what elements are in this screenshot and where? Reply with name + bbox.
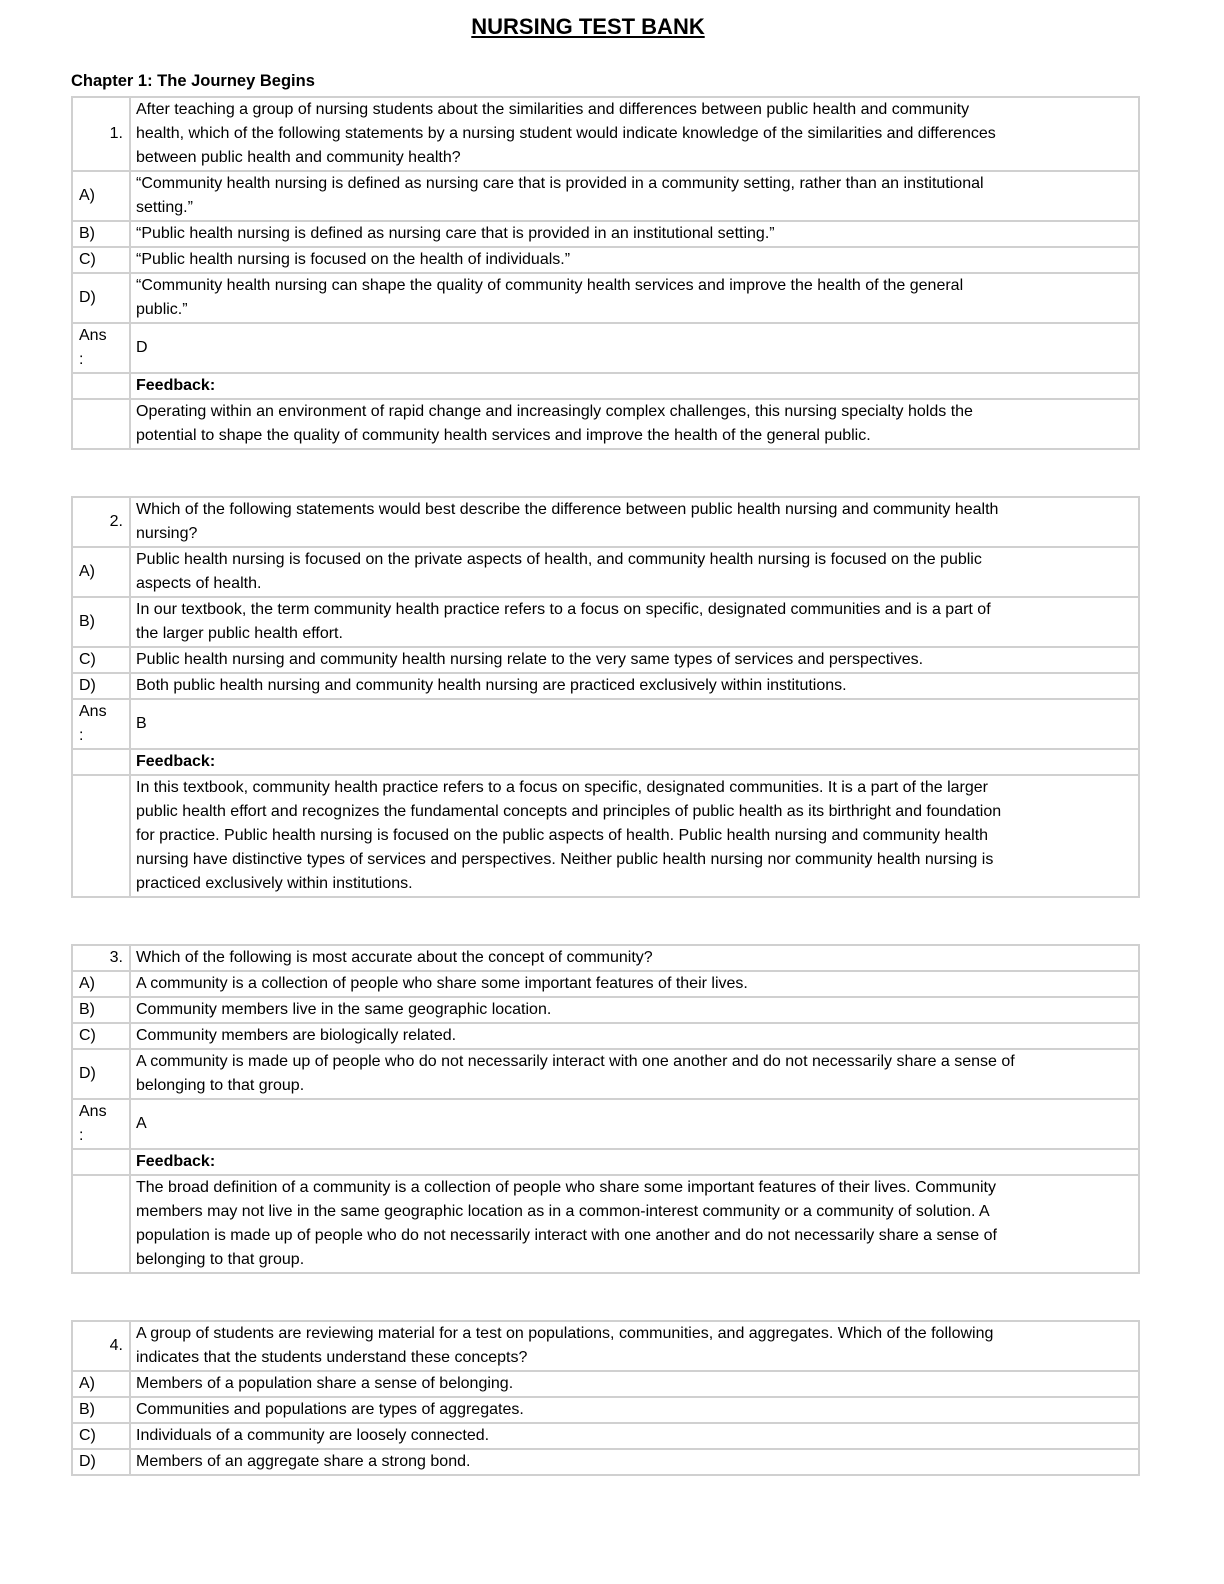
answer-value: A: [130, 1099, 1139, 1149]
answer-label: [72, 323, 130, 373]
text-line: aspects of health.: [136, 575, 262, 592]
option-label: D): [72, 1449, 130, 1475]
option-row: [72, 247, 1139, 273]
empty-cell: [72, 399, 130, 449]
answer-row: [72, 699, 1139, 749]
text-line: setting.”: [136, 199, 193, 216]
feedback-row: [72, 775, 1139, 897]
option-text: [130, 647, 1139, 673]
text-line: Communities and populations are types of aggregates.: [136, 1401, 524, 1418]
question-table: [71, 96, 1140, 450]
option-text: [130, 673, 1139, 699]
option-label: A): [72, 1371, 130, 1397]
text-line: Community members are biologically related.: [136, 1027, 457, 1044]
question-stem: [130, 945, 1139, 971]
option-row: [72, 273, 1139, 323]
text-line: Which of the following is most accurate about the concept of community?: [136, 949, 653, 966]
text-line: Individuals of a community are loosely connected.: [136, 1427, 490, 1444]
option-row: [72, 221, 1139, 247]
text-line: population is made up of people who do not necessarily interact with one another and do not necessarily share a sense of: [136, 1227, 997, 1244]
option-label: B): [72, 597, 130, 647]
text-line: A group of students are reviewing material for a test on populations, communities, and aggregates. Which of the following: [136, 1325, 994, 1342]
feedback-label-row: [72, 1149, 1139, 1175]
option-text: [130, 171, 1139, 221]
feedback-label-row: [72, 749, 1139, 775]
text-line: Members of an aggregate share a strong bond.: [136, 1453, 471, 1470]
question-row: [72, 97, 1139, 171]
text-line: Community members live in the same geographic location.: [136, 1001, 552, 1018]
option-row: [72, 1397, 1139, 1423]
text-line: “Public health nursing is focused on the health of individuals.”: [136, 251, 571, 268]
empty-cell: [72, 775, 130, 897]
option-label: C): [72, 647, 130, 673]
option-label: A): [72, 171, 130, 221]
question-table: [71, 496, 1140, 898]
answer-label: [72, 699, 130, 749]
empty-cell: [72, 373, 130, 399]
text-line: nursing?: [136, 525, 198, 542]
question-number: 1.: [72, 97, 130, 171]
empty-cell: [72, 749, 130, 775]
feedback-text: [130, 1175, 1139, 1273]
text-line: “Public health nursing is defined as nursing care that is provided in an institutional setting.”: [136, 225, 775, 242]
feedback-text: [130, 775, 1139, 897]
text-line: “Community health nursing is defined as nursing care that is provided in a community setting, rather than an institutional: [136, 175, 984, 192]
option-label: D): [72, 673, 130, 699]
text-line: between public health and community health?: [136, 149, 461, 166]
text-line: :: [79, 351, 84, 368]
feedback-row: [72, 1175, 1139, 1273]
question-table: [71, 1320, 1140, 1476]
option-label: D): [72, 1049, 130, 1099]
feedback-row: [72, 399, 1139, 449]
option-row: [72, 647, 1139, 673]
text-line: Which of the following statements would best describe the difference between public health nursing and community health: [136, 501, 999, 518]
text-line: indicates that the students understand these concepts?: [136, 1349, 528, 1366]
option-text: [130, 1049, 1139, 1099]
question-stem: [130, 97, 1139, 171]
option-text: [130, 273, 1139, 323]
text-line: The broad definition of a community is a collection of people who share some important features of their lives. Community: [136, 1179, 996, 1196]
option-row: [72, 597, 1139, 647]
text-line: the larger public health effort.: [136, 625, 343, 642]
option-text: [130, 1449, 1139, 1475]
option-text: [130, 221, 1139, 247]
option-text: [130, 247, 1139, 273]
option-text: [130, 997, 1139, 1023]
option-row: [72, 171, 1139, 221]
text-line: public.”: [136, 301, 188, 318]
text-line: Ans: [79, 327, 107, 344]
question-number: 3.: [72, 945, 130, 971]
option-text: [130, 971, 1139, 997]
text-line: In this textbook, community health practice refers to a focus on specific, designated communities. It is a part of the larger: [136, 779, 988, 796]
feedback-label: Feedback:: [130, 1149, 1139, 1175]
text-line: “Community health nursing can shape the quality of community health services and improve the health of the general: [136, 277, 964, 294]
question-table: [71, 944, 1140, 1274]
option-row: [72, 547, 1139, 597]
option-text: [130, 547, 1139, 597]
option-row: [72, 1449, 1139, 1475]
answer-row: [72, 323, 1139, 373]
text-line: members may not live in the same geographic location as in a common-interest community or a community of solution. A: [136, 1203, 990, 1220]
answer-label: [72, 1099, 130, 1149]
text-line: Public health nursing is focused on the private aspects of health, and community health nursing is focused on the public: [136, 551, 982, 568]
text-line: :: [79, 727, 84, 744]
question-number: 2.: [72, 497, 130, 547]
option-row: [72, 1023, 1139, 1049]
answer-value: D: [130, 323, 1139, 373]
question-row: [72, 945, 1139, 971]
text-line: Both public health nursing and community health nursing are practiced exclusively within institutions.: [136, 677, 847, 694]
question-stem: [130, 1321, 1139, 1371]
text-line: practiced exclusively within institutions.: [136, 875, 413, 892]
chapter-heading: Chapter 1: The Journey Begins: [71, 72, 315, 90]
text-line: potential to shape the quality of community health services and improve the health of the general public.: [136, 427, 871, 444]
empty-cell: [72, 1149, 130, 1175]
option-label: A): [72, 971, 130, 997]
option-text: [130, 1423, 1139, 1449]
option-label: C): [72, 1423, 130, 1449]
option-text: [130, 597, 1139, 647]
option-row: [72, 1423, 1139, 1449]
option-row: [72, 1371, 1139, 1397]
text-line: Ans: [79, 703, 107, 720]
option-label: C): [72, 1023, 130, 1049]
text-line: After teaching a group of nursing students about the similarities and differences between public health and community: [136, 101, 970, 118]
text-line: Ans: [79, 1103, 107, 1120]
question-row: [72, 497, 1139, 547]
question-row: [72, 1321, 1139, 1371]
text-line: :: [79, 1127, 84, 1144]
text-line: for practice. Public health nursing is focused on the public aspects of health. Public health nursing and community health: [136, 827, 989, 844]
option-label: B): [72, 221, 130, 247]
text-line: A community is made up of people who do not necessarily interact with one another and do not necessarily share a sense of: [136, 1053, 1015, 1070]
text-line: nursing have distinctive types of services and perspectives. Neither public health nursing nor community health nursing is: [136, 851, 994, 868]
answer-value: B: [130, 699, 1139, 749]
option-text: [130, 1397, 1139, 1423]
text-line: belonging to that group.: [136, 1077, 305, 1094]
answer-row: [72, 1099, 1139, 1149]
empty-cell: [72, 1175, 130, 1273]
text-line: belonging to that group.: [136, 1251, 305, 1268]
text-line: Members of a population share a sense of belonging.: [136, 1375, 514, 1392]
option-text: [130, 1023, 1139, 1049]
option-row: [72, 997, 1139, 1023]
option-label: A): [72, 547, 130, 597]
text-line: Operating within an environment of rapid change and increasingly complex challenges, this nursing specialty holds the: [136, 403, 973, 420]
option-label: B): [72, 1397, 130, 1423]
option-label: D): [72, 273, 130, 323]
feedback-text: [130, 399, 1139, 449]
text-line: public health effort and recognizes the fundamental concepts and principles of public health as its birthright and foundation: [136, 803, 1002, 820]
text-line: Public health nursing and community health nursing relate to the very same types of services and perspectives.: [136, 651, 924, 668]
option-label: C): [72, 247, 130, 273]
text-line: In our textbook, the term community health practice refers to a focus on specific, designated communities and is a part of: [136, 601, 991, 618]
feedback-label: Feedback:: [130, 749, 1139, 775]
question-stem: [130, 497, 1139, 547]
question-number: 4.: [72, 1321, 130, 1371]
option-row: [72, 1049, 1139, 1099]
document-title: NURSING TEST BANK: [471, 14, 705, 39]
feedback-label: Feedback:: [130, 373, 1139, 399]
option-text: [130, 1371, 1139, 1397]
option-label: B): [72, 997, 130, 1023]
option-row: [72, 971, 1139, 997]
option-row: [72, 673, 1139, 699]
text-line: A community is a collection of people who share some important features of their lives.: [136, 975, 748, 992]
feedback-label-row: [72, 373, 1139, 399]
text-line: health, which of the following statements by a nursing student would indicate knowledge of the similarities and differences: [136, 125, 996, 142]
